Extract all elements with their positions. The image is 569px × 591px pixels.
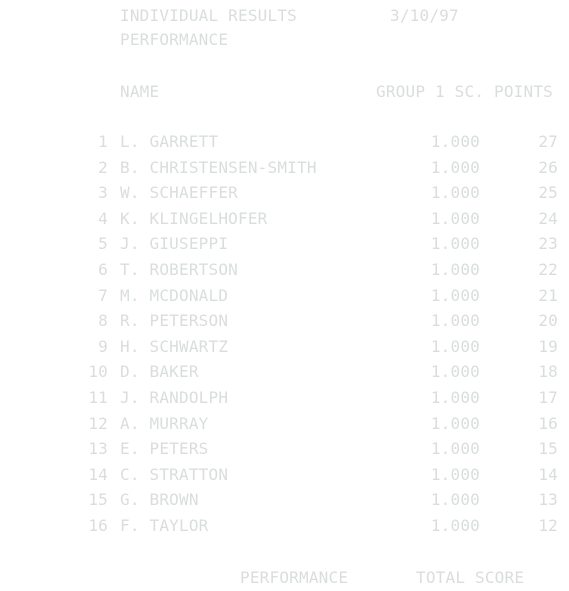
row-number: 15 (88, 490, 108, 510)
table-row (0, 388, 569, 408)
competitor-name: D. BAKER (120, 362, 199, 382)
group-score: 1.000 (430, 516, 480, 535)
row-number: 7 (98, 285, 108, 305)
competitor-name: C. STRATTON (120, 464, 229, 484)
competitor-name: F. TAYLOR (120, 516, 209, 535)
group-score: 1.000 (430, 336, 480, 356)
table-row (0, 414, 569, 434)
row-number: 4 (98, 208, 108, 228)
points-value: 23 (538, 234, 558, 254)
group-score: 1.000 (430, 413, 480, 433)
row-number: 10 (88, 362, 108, 382)
row-number: 2 (98, 157, 108, 177)
competitor-name: R. PETERSON (120, 311, 229, 331)
competitor-name: L. GARRETT (120, 132, 219, 151)
row-number: 1 (98, 132, 108, 151)
report-date: 3/10/97 (390, 6, 459, 25)
points-value: 20 (538, 311, 558, 331)
row-number: 14 (88, 464, 108, 484)
column-header-name: NAME (120, 82, 160, 101)
row-number: 12 (88, 413, 108, 433)
points-value: 22 (538, 260, 558, 279)
table-row (0, 516, 569, 536)
table-row (0, 337, 569, 357)
group-score: 1.000 (430, 208, 480, 228)
points-value: 18 (538, 362, 558, 382)
competitor-name: T. ROBERTSON (120, 260, 238, 279)
table-row (0, 158, 569, 178)
table-row (0, 311, 569, 331)
competitor-name: W. SCHAEFFER (120, 183, 238, 203)
row-number: 6 (98, 260, 108, 279)
points-value: 12 (538, 516, 558, 535)
footer-label: PERFORMANCE (240, 568, 349, 587)
points-value: 27 (538, 132, 558, 151)
group-score: 1.000 (430, 490, 480, 510)
row-number: 13 (88, 439, 108, 459)
table-row (0, 465, 569, 485)
group-score: 1.000 (430, 311, 480, 331)
group-score: 1.000 (430, 234, 480, 254)
group-score: 1.000 (430, 362, 480, 382)
table-row (0, 362, 569, 382)
competitor-name: M. MCDONALD (120, 285, 229, 305)
points-value: 24 (538, 208, 558, 228)
points-value: 26 (538, 157, 558, 177)
group-score: 1.000 (430, 464, 480, 484)
table-row (0, 260, 569, 280)
group-score: 1.000 (430, 388, 480, 407)
row-number: 3 (98, 183, 108, 203)
points-value: 21 (538, 285, 558, 305)
row-number: 16 (88, 516, 108, 535)
table-row (0, 234, 569, 254)
row-number: 5 (98, 234, 108, 254)
table-row (0, 183, 569, 203)
competitor-name: J. GIUSEPPI (120, 234, 229, 254)
competitor-name: J. RANDOLPH (120, 388, 229, 407)
competitor-name: E. PETERS (120, 439, 209, 459)
competitor-name: G. BROWN (120, 490, 199, 510)
report-title: INDIVIDUAL RESULTS (120, 6, 297, 25)
competitor-name: A. MURRAY (120, 413, 209, 433)
table-row (0, 209, 569, 229)
table-row (0, 439, 569, 459)
table-row (0, 286, 569, 306)
table-row (0, 132, 569, 152)
row-number: 11 (88, 388, 108, 407)
competitor-name: B. CHRISTENSEN-SMITH (120, 157, 317, 177)
row-number: 8 (98, 311, 108, 331)
competitor-name: H. SCHWARTZ (120, 336, 229, 356)
points-value: 16 (538, 413, 558, 433)
row-number: 9 (98, 336, 108, 356)
points-value: 15 (538, 439, 558, 459)
column-header-group: GROUP 1 SC. POINTS (376, 82, 553, 101)
report-subtitle: PERFORMANCE (120, 30, 229, 49)
points-value: 19 (538, 336, 558, 356)
table-row (0, 490, 569, 510)
points-value: 13 (538, 490, 558, 510)
group-score: 1.000 (430, 439, 480, 459)
competitor-name: K. KLINGELHOFER (120, 208, 268, 228)
group-score: 1.000 (430, 285, 480, 305)
points-value: 25 (538, 183, 558, 203)
group-score: 1.000 (430, 132, 480, 151)
group-score: 1.000 (430, 260, 480, 279)
group-score: 1.000 (430, 157, 480, 177)
group-score: 1.000 (430, 183, 480, 203)
points-value: 17 (538, 388, 558, 407)
points-value: 14 (538, 464, 558, 484)
footer-total-label: TOTAL SCORE (416, 568, 525, 587)
